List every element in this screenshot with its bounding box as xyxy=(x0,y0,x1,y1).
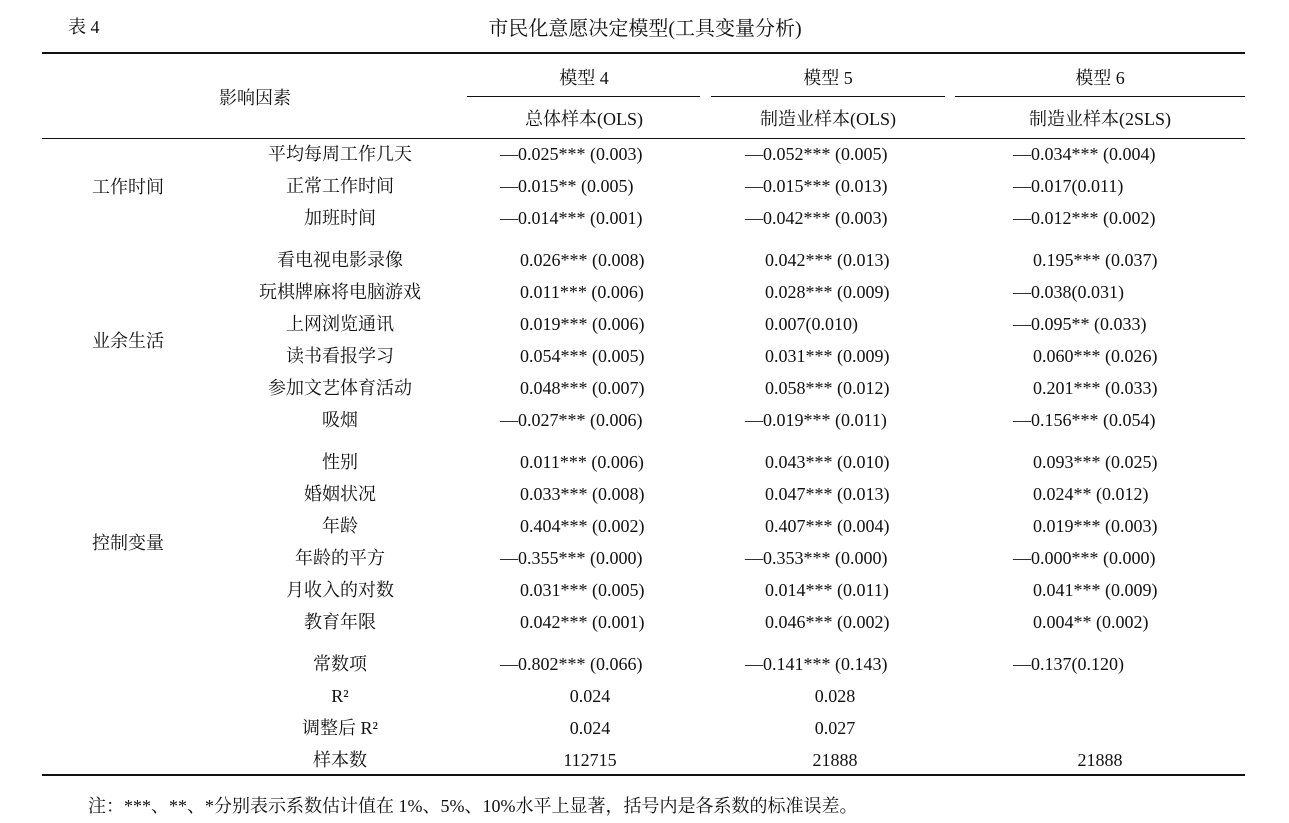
row-factor: 月收入的对数 xyxy=(286,580,394,600)
header-model-6: 模型 6 xyxy=(1075,68,1125,88)
cell-m5: 0.058*** (0.012) xyxy=(765,378,890,398)
cell-m4: 0.054*** (0.005) xyxy=(520,346,645,366)
cell-m4: 0.011*** (0.006) xyxy=(520,282,644,302)
cell-m4: 0.026*** (0.008) xyxy=(520,250,645,270)
cell-m4: —0.025*** (0.003) xyxy=(500,144,643,164)
row-factor: 看电视电影录像 xyxy=(277,250,403,270)
table-title: 市民化意愿决定模型(工具变量分析) xyxy=(488,18,802,40)
cell-m4: —0.015** (0.005) xyxy=(500,176,634,196)
table-row xyxy=(0,606,1289,638)
cell-m6: 0.195*** (0.037) xyxy=(1033,250,1158,270)
cell-m5: —0.042*** (0.003) xyxy=(745,208,888,228)
model-6-rule xyxy=(955,96,1245,97)
table-row xyxy=(0,308,1289,340)
cell-m6: —0.137(0.120) xyxy=(1013,654,1124,674)
cell-m6: —0.000*** (0.000) xyxy=(1013,548,1156,568)
row-factor: 调整后 R² xyxy=(302,718,378,738)
cell-m6: 21888 xyxy=(1077,750,1123,770)
cell-m6: 0.093*** (0.025) xyxy=(1033,452,1158,472)
header-sample-5: 制造业样本(OLS) xyxy=(760,109,896,129)
row-factor: 教育年限 xyxy=(304,612,376,632)
stats-row xyxy=(0,680,1289,712)
top-rule xyxy=(42,52,1245,54)
cell-m5: 0.047*** (0.013) xyxy=(765,484,890,504)
row-factor: 读书看报学习 xyxy=(286,346,394,366)
cell-m4: 0.404*** (0.002) xyxy=(520,516,645,536)
cell-m4: 0.033*** (0.008) xyxy=(520,484,645,504)
cell-m5: —0.015*** (0.013) xyxy=(745,176,888,196)
cell-m6: 0.060*** (0.026) xyxy=(1033,346,1158,366)
table-label: 表 4 xyxy=(68,17,100,37)
cell-m6: —0.156*** (0.054) xyxy=(1013,410,1156,430)
cell-m6: 0.019*** (0.003) xyxy=(1033,516,1158,536)
cell-m5: 0.042*** (0.013) xyxy=(765,250,890,270)
header-sample-4: 总体样本(OLS) xyxy=(525,109,643,129)
cell-m6: 0.024** (0.012) xyxy=(1033,484,1149,504)
cell-m6: —0.012*** (0.002) xyxy=(1013,208,1156,228)
header-factor: 影响因素 xyxy=(219,88,291,108)
group-label: 工作时间 xyxy=(92,177,164,197)
cell-m6: 0.041*** (0.009) xyxy=(1033,580,1158,600)
cell-m4: 0.048*** (0.007) xyxy=(520,378,645,398)
cell-m6: —0.034*** (0.004) xyxy=(1013,144,1156,164)
cell-m4: 112715 xyxy=(563,750,617,770)
cell-m5: —0.019*** (0.011) xyxy=(745,410,887,430)
cell-m5: 0.027 xyxy=(814,718,856,738)
row-factor: 上网浏览通讯 xyxy=(286,314,394,334)
row-factor: 婚姻状况 xyxy=(304,484,376,504)
model-5-rule xyxy=(711,96,945,97)
group-label: 控制变量 xyxy=(92,533,164,553)
table-row xyxy=(0,372,1289,404)
bottom-rule xyxy=(42,774,1245,776)
cell-m5: 0.028*** (0.009) xyxy=(765,282,890,302)
header-model-4: 模型 4 xyxy=(559,68,609,88)
cell-m5: 0.046*** (0.002) xyxy=(765,612,890,632)
row-factor: 性别 xyxy=(322,452,358,472)
table-row xyxy=(0,170,1289,202)
cell-m4: 0.031*** (0.005) xyxy=(520,580,645,600)
cell-m4: 0.024 xyxy=(569,686,611,706)
table-row xyxy=(0,542,1289,574)
cell-m5: 0.031*** (0.009) xyxy=(765,346,890,366)
row-factor: 玩棋牌麻将电脑游戏 xyxy=(259,282,421,302)
cell-m6: —0.038(0.031) xyxy=(1013,282,1124,302)
cell-m4: —0.355*** (0.000) xyxy=(500,548,643,568)
row-factor: 加班时间 xyxy=(304,208,376,228)
cell-m5: —0.353*** (0.000) xyxy=(745,548,888,568)
cell-m5: 21888 xyxy=(812,750,858,770)
cell-m5: 0.043*** (0.010) xyxy=(765,452,890,472)
cell-m5: 0.007(0.010) xyxy=(765,314,858,334)
cell-m4: —0.027*** (0.006) xyxy=(500,410,643,430)
row-factor: 常数项 xyxy=(313,654,367,674)
table-row xyxy=(0,648,1289,680)
cell-m5: —0.141*** (0.143) xyxy=(745,654,888,674)
table-row xyxy=(0,404,1289,436)
row-factor: 年龄的平方 xyxy=(295,548,385,568)
cell-m5: 0.407*** (0.004) xyxy=(765,516,890,536)
cell-m4: —0.802*** (0.066) xyxy=(500,654,643,674)
cell-m4: 0.011*** (0.006) xyxy=(520,452,644,472)
cell-m4: 0.042*** (0.001) xyxy=(520,612,645,632)
row-factor: 年龄 xyxy=(322,516,358,536)
row-factor: R² xyxy=(331,686,349,706)
table-row xyxy=(0,478,1289,510)
stats-row xyxy=(0,744,1289,776)
cell-m4: 0.024 xyxy=(569,718,611,738)
group-label: 业余生活 xyxy=(92,331,164,351)
cell-m4: 0.019*** (0.006) xyxy=(520,314,645,334)
row-factor: 平均每周工作几天 xyxy=(268,144,412,164)
cell-m6: —0.017(0.011) xyxy=(1013,176,1124,196)
table-row xyxy=(0,574,1289,606)
table-row xyxy=(0,202,1289,234)
header-model-5: 模型 5 xyxy=(803,68,853,88)
row-factor: 参加文艺体育活动 xyxy=(268,378,412,398)
row-factor: 正常工作时间 xyxy=(286,176,394,196)
row-factor: 样本数 xyxy=(313,750,367,770)
stats-row xyxy=(0,712,1289,744)
cell-m6: 0.201*** (0.033) xyxy=(1033,378,1158,398)
table-note: 注：***、**、*分别表示系数估计值在 1%、5%、10%水平上显著，括号内是各系数的标准误差。 xyxy=(88,796,858,816)
table-row xyxy=(0,340,1289,372)
cell-m6: —0.095** (0.033) xyxy=(1013,314,1147,334)
table-row xyxy=(0,244,1289,276)
table-row xyxy=(0,276,1289,308)
table-row xyxy=(0,446,1289,478)
table-row xyxy=(0,138,1289,170)
row-factor: 吸烟 xyxy=(322,410,358,430)
header-sample-6: 制造业样本(2SLS) xyxy=(1028,109,1172,129)
model-4-rule xyxy=(467,96,700,97)
cell-m5: 0.014*** (0.011) xyxy=(765,580,889,600)
cell-m5: —0.052*** (0.005) xyxy=(745,144,888,164)
cell-m4: —0.014*** (0.001) xyxy=(500,208,643,228)
table-row xyxy=(0,510,1289,542)
cell-m6: 0.004** (0.002) xyxy=(1033,612,1149,632)
cell-m5: 0.028 xyxy=(814,686,856,706)
